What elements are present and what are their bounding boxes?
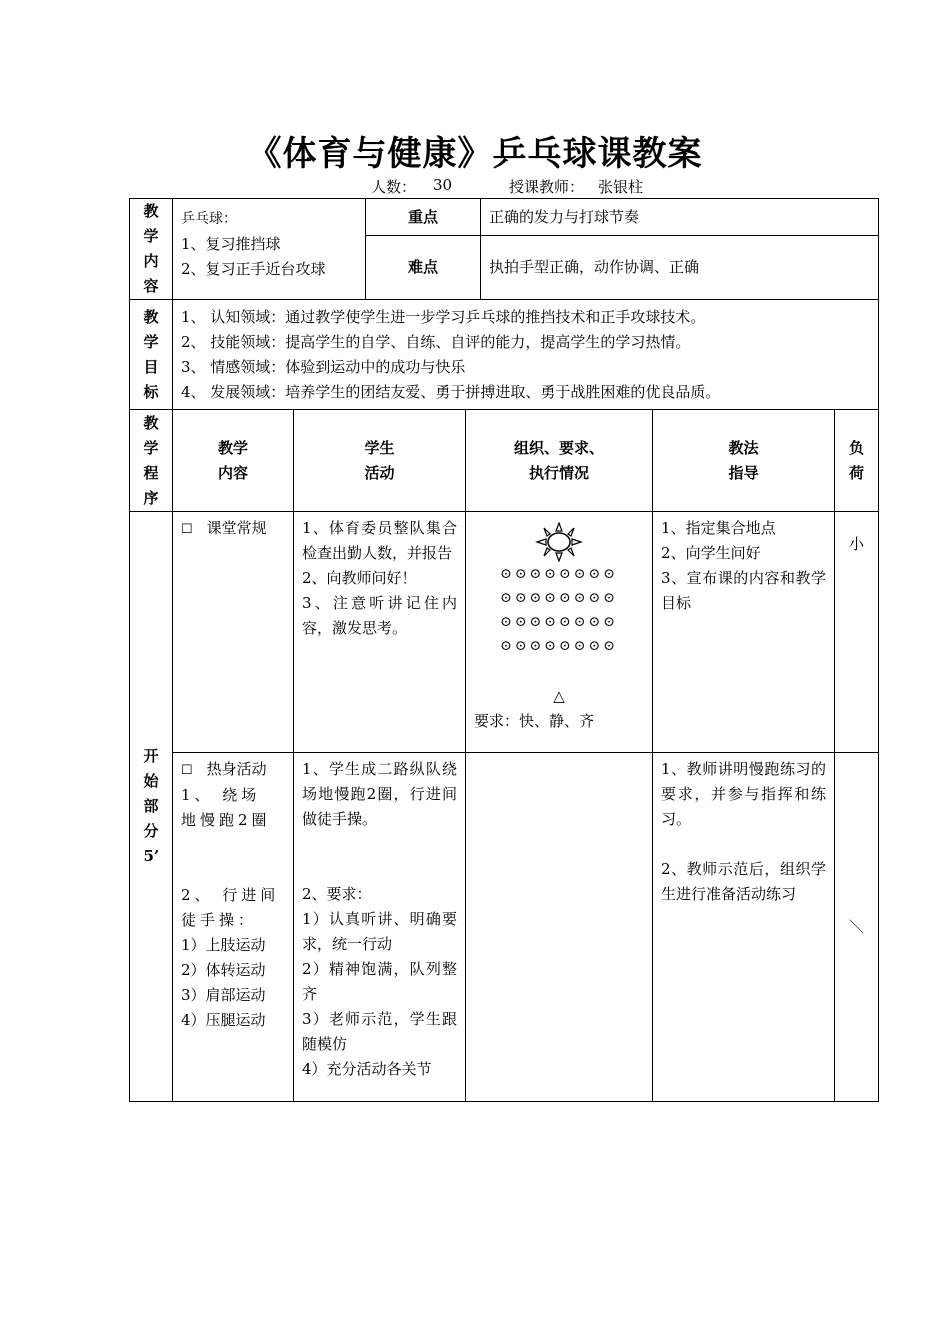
routine-requirement: 要求：快、静、齐 [474, 712, 595, 730]
warmup-organization [466, 753, 653, 1102]
col-guidance-header: 教法 指导 [653, 410, 835, 512]
formation-rows: ⊙⊙⊙⊙⊙⊙⊙⊙ ⊙⊙⊙⊙⊙⊙⊙⊙ ⊙⊙⊙⊙⊙⊙⊙⊙ ⊙⊙⊙⊙⊙⊙⊙⊙ [500, 566, 618, 654]
checkbox-icon: ☐ [181, 522, 193, 537]
warmup-activity: 1、学生成二路纵队绕场地慢跑2圈，行进间做徒手操。 2、要求： 1）认真听讲、明确要求，统一行动 2）精神饱满，队列整齐 3）老师示范，学生跟随模仿 4）充分活动各关节 [294, 753, 466, 1102]
checkbox-icon: ☐ [181, 763, 193, 778]
warmup-title: 热身活动 [206, 760, 267, 778]
difficulty-value: 执拍手型正确，动作协调、正确 [481, 236, 879, 300]
objective-item: 3、 情感领域：体验到运动中的成功与快乐 [181, 357, 466, 376]
objective-item: 2、 技能领域：提高学生的自学、自练、自评的能力，提高学生的学习热情。 [181, 332, 691, 351]
teacher-label: 授课教师： [509, 178, 585, 196]
content-item: 1、复习推挡球 [181, 235, 281, 253]
students-value: 30 [433, 176, 453, 194]
warmup-load: ＼ [835, 753, 879, 1102]
routine-content [173, 512, 294, 753]
objectives-list [173, 300, 879, 410]
col-activity-header: 学生 活动 [294, 410, 466, 512]
content-topic: 乒乓球： [181, 211, 237, 227]
routine-activity: 1、体育委员整队集合检查出勤人数，并报告 2、向教师问好！ 3、注意听讲记住内容，激发思考。 [294, 512, 466, 753]
routine-organization [466, 512, 653, 753]
col-load-header: 负 荷 [835, 410, 879, 512]
objective-item: 4、 发展领域：培养学生的团结友爱、勇于拼搏进取、勇于战胜困难的优良品质。 [181, 382, 721, 401]
sun-icon [535, 522, 583, 562]
content-label: 教学内容 [130, 199, 173, 300]
objectives-label: 教学目标 [130, 300, 173, 410]
lesson-plan-table [129, 198, 879, 1102]
warmup-guidance: 1、教师讲明慢跑练习的要求，并参与指挥和练习。 2、教师示范后，组织学生进行准备活动练习 [653, 753, 835, 1102]
key-label: 重点 [366, 199, 481, 236]
difficulty-label: 难点 [366, 236, 481, 300]
warmup-content: ☐ 热身活动 1、 绕场地慢跑2圈 2、 行进间徒手操： 1）上肢运动 2）体转运动 3）肩部运动 4）压腿运动 [173, 753, 294, 1102]
key-value: 正确的发力与打球节奏 [481, 199, 879, 236]
section-label: 开始部分 5’ [130, 512, 173, 1102]
procedure-label: 教学程序 [130, 410, 173, 512]
objective-item: 1、 认知领域：通过教学使学生进一步学习乒乓球的推挡技术和正手攻球技术。 [181, 307, 706, 326]
routine-load: 小 [835, 512, 879, 753]
routine-guidance: 1、指定集合地点 2、向学生问好 3、宣布课的内容和教学目标 [653, 512, 835, 753]
content-item: 2、复习正手近台攻球 [181, 260, 326, 278]
teacher-position-icon: △ [553, 687, 565, 705]
students-label: 人数： [371, 178, 417, 196]
content-cell [173, 199, 366, 300]
routine-title: 课堂常规 [206, 519, 267, 537]
teacher-value: 张银柱 [598, 178, 644, 196]
col-content-header: 教学 内容 [173, 410, 294, 512]
col-organization-header: 组织、要求、 执行情况 [466, 410, 653, 512]
page-title: 《体育与健康》乒乓球课教案 [247, 134, 703, 174]
